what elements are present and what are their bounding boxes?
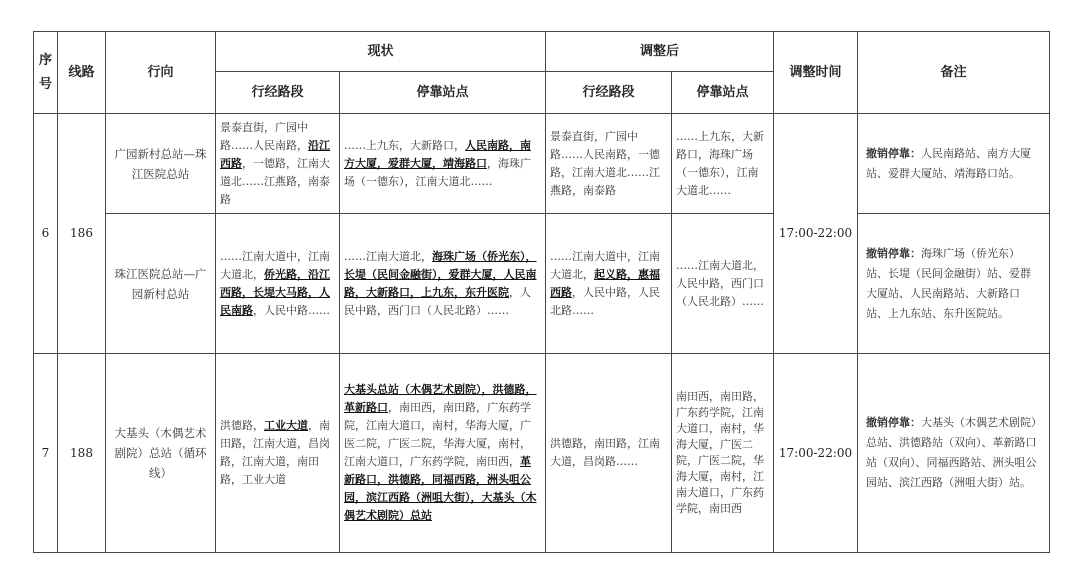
highlighted-segment: 人民南路，南方大厦，爱群大厦，靖海路口 [344, 138, 531, 170]
text-segment: ，南田路，江南大道，昌岗路，江南大道，南田路，工业大道 [220, 419, 330, 486]
remarks [858, 354, 1050, 553]
current-stops [340, 114, 546, 214]
adjusted-stops: ……江南大道北，人民中路，西门口（人民北路）…… [672, 214, 774, 354]
remark-text: 人民南路站、南方大厦站、爱群大厦站、靖海路口站。 [866, 146, 1032, 180]
remark-label: 撤销停靠： [866, 246, 922, 260]
header-current-stops: 停靠站点 [340, 72, 546, 114]
remarks [858, 114, 1050, 214]
row-direction: 珠江医院总站—广园新村总站 [106, 214, 216, 354]
current-stops [340, 214, 546, 354]
header-direction: 行向 [106, 32, 216, 114]
remark-label: 撤销停靠： [866, 146, 922, 160]
table-row [34, 354, 1050, 553]
text-segment: 洪德路， [220, 419, 264, 432]
row-direction: 广园新村总站—珠江医院总站 [106, 114, 216, 214]
current-path [216, 354, 340, 553]
text-segment: ……江南大道中，江南大道北， [220, 249, 330, 281]
current-stops [340, 354, 546, 553]
highlighted-segment: 海珠广场（侨光东），长堤（民间金融街），爱群大厦，人民南路，大新路口，上九东，东升医院 [344, 249, 537, 299]
current-path [216, 214, 340, 354]
remark-text: 海珠广场（侨光东）站、长堤（民间金融街）站、爱群大厦站、人民南路站、大新路口站、上九东站、东升医院站。 [866, 246, 1032, 320]
adjusted-stops: 南田西，南田路，广东药学院，江南大道口，南村，华海大厦，广医二院，广医二院，华海大厦，南村，江南大道口，广东药学院，南田西 [672, 354, 774, 553]
row-direction: 大基头（木偶艺术剧院）总站（循环线） [106, 354, 216, 553]
table-row [34, 214, 1050, 354]
highlighted-segment: 沿江西路 [220, 138, 330, 170]
row-route: 186 [58, 114, 106, 354]
row-route: 188 [58, 354, 106, 553]
row-seq: 6 [34, 114, 58, 354]
text-segment: ，人民中路…… [253, 303, 330, 317]
text-segment: ，海珠广场（一德东），江南大道北…… [344, 156, 531, 188]
adjusted-stops: ……上九东，大新路口，海珠广场（一德东），江南大道北…… [672, 114, 774, 214]
text-segment: ，南田西，南田路，广东药学院，江南大道口，南村，华海大厦，广医二院，广医二院，华海大厦，南村，江南大道口，广东药学院，南田西， [344, 401, 531, 468]
highlighted-segment: 大基头总站（木偶艺术剧院），洪德路，革新路口 [344, 383, 537, 414]
current-path [216, 114, 340, 214]
highlighted-segment: 革新路口，洪德路，同福西路，洲头咀公园，滨江西路（洲咀大街），大基头（木偶艺术剧院）总站 [344, 455, 537, 522]
text-segment: ……江南大道中，江南大道北， [550, 249, 661, 281]
table-row [34, 114, 1050, 214]
highlighted-segment: 侨光路，沿江西路，长堤大马路，人民南路 [220, 267, 330, 317]
route-adjustment-table [33, 31, 1050, 553]
header-current: 现状 [216, 32, 546, 72]
header-seq: 序号 [34, 32, 58, 114]
adjusted-path [546, 214, 672, 354]
text-segment: ……上九东，大新路口， [344, 138, 465, 152]
adjust-time: 17:00-22:00 [774, 354, 858, 553]
header-adjusted: 调整后 [546, 32, 774, 72]
adjusted-path: 洪德路，南田路，江南大道，昌岗路…… [546, 354, 672, 553]
highlighted-segment: 起义路，惠福西路 [550, 267, 661, 299]
header-time: 调整时间 [774, 32, 858, 114]
header-current-path: 行经路段 [216, 72, 340, 114]
text-segment: ，一德路，江南大道北……江燕路，南泰路 [220, 156, 330, 206]
row-seq: 7 [34, 354, 58, 553]
remark-label: 撤销停靠： [866, 416, 922, 429]
adjust-time: 17:00-22:00 [774, 114, 858, 354]
adjusted-path: 景泰直街，广园中路……人民南路，一德路，江南大道北……江燕路，南泰路 [546, 114, 672, 214]
highlighted-segment: 工业大道 [264, 419, 308, 432]
header-route: 线路 [58, 32, 106, 114]
remarks [858, 214, 1050, 354]
text-segment: ，人民中路，人民北路…… [550, 285, 661, 317]
text-segment: ，人民中路，西门口（人民北路）…… [344, 285, 531, 317]
header-adjusted-path: 行经路段 [546, 72, 672, 114]
text-segment: ……江南大道北， [344, 249, 432, 263]
remark-text: 大基头（木偶艺术剧院）总站、洪德路站（双向）、革新路口站（双向）、同福西路站、洲头咀公园站、滨江西路（洲咀大街）站。 [866, 416, 1037, 489]
header-remarks: 备注 [858, 32, 1050, 114]
header-adjusted-stops: 停靠站点 [672, 72, 774, 114]
text-segment: 景泰直街，广园中路……人民南路， [220, 120, 308, 152]
